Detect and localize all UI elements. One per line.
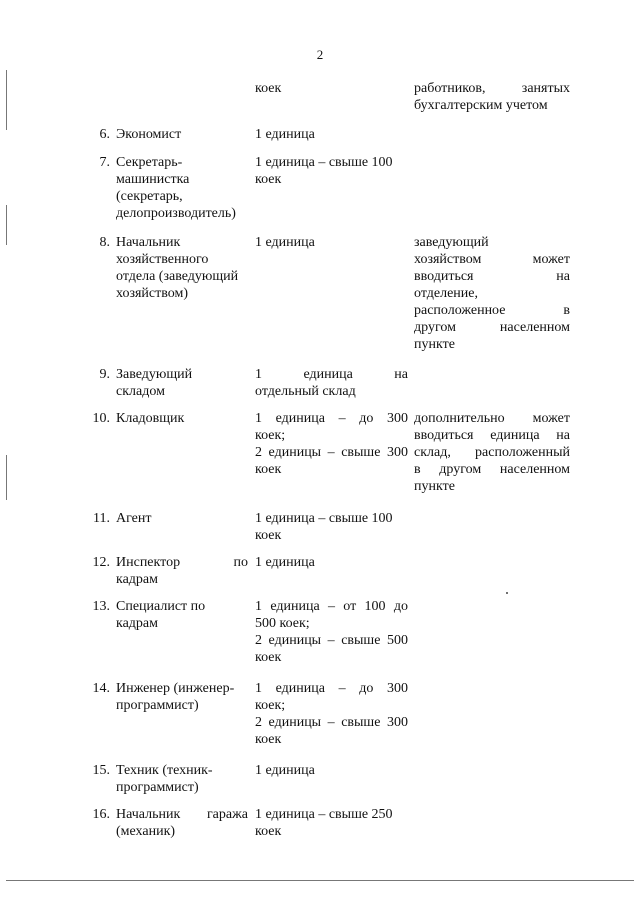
staff-quantity-line: коек (255, 172, 282, 187)
staff-quantity-line: 2 единицы – свыше 300 (255, 715, 408, 730)
row-note-line: заведующий (414, 235, 489, 250)
staff-quantity-line: 1 единица (255, 555, 315, 570)
row-note-line: склад, расположенный (414, 445, 570, 460)
staff-quantity (255, 510, 408, 544)
staff-quantity-line: 1 единица – до 300 (255, 681, 408, 696)
row-note (414, 80, 570, 114)
position-name (116, 154, 248, 222)
staff-quantity-line: коек; (255, 698, 286, 713)
row-number: 15. (92, 763, 110, 778)
row-number: 16. (92, 807, 110, 822)
row-note-line: дополнительно может (414, 411, 570, 426)
staff-quantity (255, 680, 408, 748)
position-name (116, 680, 248, 714)
position-name (116, 762, 248, 796)
row-note-line: пункте (414, 479, 455, 494)
staff-quantity-line: 1 единица (255, 127, 315, 142)
staff-quantity (255, 234, 408, 251)
row-number: 12. (92, 555, 110, 570)
scan-mark (6, 455, 7, 500)
staff-quantity (255, 80, 408, 97)
position-name (116, 366, 248, 400)
position-name-line: Кладовщик (116, 411, 185, 426)
staff-quantity-line: 2 единицы – свыше 500 (255, 633, 408, 648)
staff-quantity-line: коек (255, 81, 282, 96)
staff-quantity (255, 126, 408, 143)
scan-dot (506, 592, 508, 594)
row-note-line: вводиться единица на (414, 428, 570, 443)
staff-quantity-line: коек; (255, 428, 286, 443)
staff-quantity-line: коек (255, 528, 282, 543)
position-name-line: машинистка (116, 172, 190, 187)
position-name-line: Начальник гаража (116, 807, 248, 822)
row-number: 8. (99, 235, 110, 250)
staff-quantity-line: коек (255, 462, 282, 477)
position-name-line: Агент (116, 511, 152, 526)
position-name-line: отдела (заведующий (116, 269, 239, 284)
staff-quantity (255, 554, 408, 571)
position-name-line: Начальник (116, 235, 181, 250)
position-name-line: делопроизводитель) (116, 206, 236, 221)
staff-quantity (255, 154, 408, 188)
row-note-line: пункте (414, 337, 455, 352)
position-name-line: Секретарь- (116, 155, 183, 170)
scan-mark (6, 880, 634, 881)
staff-quantity (255, 762, 408, 779)
staff-quantity-line: 2 единицы – свыше 300 (255, 445, 408, 460)
row-note-line: вводиться на (414, 269, 570, 284)
staff-quantity (255, 806, 408, 840)
row-note-line: работников, занятых (414, 81, 570, 96)
position-name-line: программист) (116, 698, 199, 713)
scan-mark (6, 70, 7, 130)
staff-quantity-line: коек (255, 824, 282, 839)
row-number: 11. (93, 511, 110, 526)
position-name (116, 554, 248, 588)
row-note-line: хозяйством может (414, 252, 570, 267)
position-name-line: Специалист по (116, 599, 206, 614)
position-name-line: складом (116, 384, 165, 399)
row-note-line: другом населенном (414, 320, 570, 335)
position-name-line: программист) (116, 780, 199, 795)
row-number: 13. (92, 599, 110, 614)
staff-quantity-line: коек (255, 732, 282, 747)
row-note-line: расположенное в (414, 303, 570, 318)
position-name (116, 126, 248, 143)
staff-quantity-line: 1 единица – свыше 100 (255, 511, 393, 526)
staff-quantity (255, 598, 408, 666)
position-name-line: Инспектор по (116, 555, 248, 570)
position-name-line: Заведующий (116, 367, 193, 382)
staff-quantity (255, 366, 408, 400)
position-name (116, 510, 248, 527)
position-name-line: хозяйством) (116, 286, 189, 301)
position-name-line: кадрам (116, 572, 158, 587)
position-name-line: Техник (техник- (116, 763, 213, 778)
row-note (414, 234, 570, 353)
staff-quantity-line: 1 единица (255, 235, 315, 250)
position-name (116, 598, 248, 632)
row-note-line: бухгалтерским учетом (414, 98, 548, 113)
staff-quantity-line: отдельный склад (255, 384, 356, 399)
row-number: 6. (99, 127, 110, 142)
position-name-line: Инженер (инженер- (116, 681, 235, 696)
row-number: 10. (92, 411, 110, 426)
scan-mark (6, 205, 7, 245)
page-number: 2 (316, 47, 324, 62)
position-name-line: кадрам (116, 616, 158, 631)
row-number: 14. (92, 681, 110, 696)
staff-quantity-line: 1 единица (255, 763, 315, 778)
staff-quantity-line: 1 единица на (255, 367, 408, 382)
staff-quantity-line: 500 коек; (255, 616, 310, 631)
row-note (414, 410, 570, 495)
staff-quantity-line: 1 единица – свыше 100 (255, 155, 393, 170)
position-name-line: (секретарь, (116, 189, 183, 204)
position-name (116, 234, 248, 302)
staff-quantity-line: 1 единица – от 100 до (255, 599, 408, 614)
position-name-line: Экономист (116, 127, 182, 142)
position-name-line: (механик) (116, 824, 176, 839)
position-name (116, 806, 248, 840)
staff-quantity-line: 1 единица – свыше 250 (255, 807, 393, 822)
row-number: 7. (99, 155, 110, 170)
staff-quantity-line: 1 единица – до 300 (255, 411, 408, 426)
position-name-line: хозяйственного (116, 252, 209, 267)
position-name (116, 410, 248, 427)
staff-quantity-line: коек (255, 650, 282, 665)
staff-quantity (255, 410, 408, 478)
row-number: 9. (99, 367, 110, 382)
row-note-line: в другом населенном (414, 462, 570, 477)
row-note-line: отделение, (414, 286, 478, 301)
